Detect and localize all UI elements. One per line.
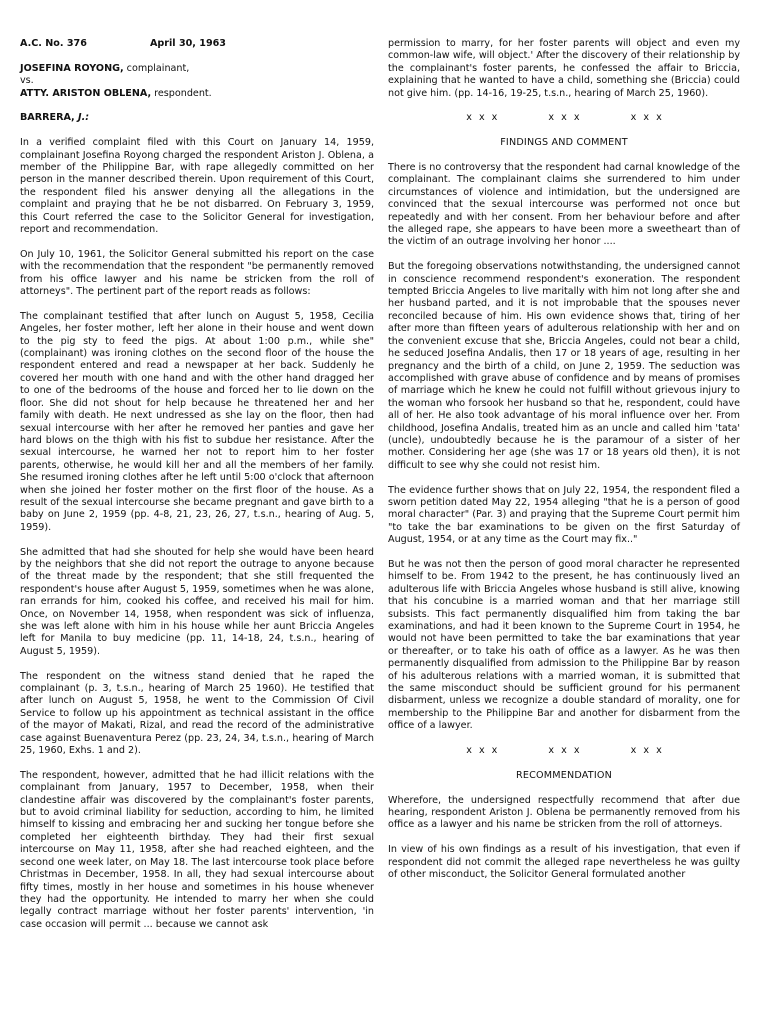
paragraph: In a verified complaint filed with this Court on January 14, 1959, complainant Josefina Royong charged the respondent Ariston J. Oblena, a member of the Philippine Bar, with rape allegedly committed on her person in the manner described therein. Upon requirement of this Court, the respondent filed his answer denying all the allegations in the complaint and praying that he be not disbarred. On February 3, 1959, this Court referred the case to the Solicitor General for investigation, report and recommendation. xyxy=(20,137,374,236)
paragraph: But the foregoing observations notwithstanding, the undersigned cannot in conscience recommend respondent's exoneration. The respondent tempted Briccia Angeles to live maritally with him not long after she and her husband parted, and it is not improbable that the spouses never reconciled because of him. His own evidence shows that, tiring of her after more than fifteen years of adulterous relationship with her and on the convenient excuse that she, Briccia Angeles, could not bear a child, he seduced Josefina Andalis, then 17 or 18 years of age, resulting in her pregnancy and the birth of a child, on June 2, 1959. The seduction was accomplished with grave abuse of confidence and by means of promises of marriage which he knew he could not fulfill without grievous injury to the woman who forsook her husband so that he, respondent, could have all of her. He also took advantage of his moral influence over her. From childhood, Josefina Andalis, treated him as an uncle and called him 'tata' (uncle), undoubtedly because he is the paramour of a sister of her mother. Considering her age (she was 17 or 18 years old then), it is not difficult to see why she could not resist him. xyxy=(388,261,740,471)
case-parties xyxy=(20,63,374,100)
ponente-suffix: J.: xyxy=(78,112,90,124)
complainant-line xyxy=(20,63,374,75)
case-number: A.C. No. 376 xyxy=(20,38,87,49)
left-column xyxy=(20,38,374,944)
case-heading xyxy=(20,38,374,50)
paragraph: Wherefore, the undersigned respectfully recommend that after due hearing, respondent Ariston J. Oblena be permanently removed from his office as a lawyer and his name be stricken from the roll of attorneys. xyxy=(388,794,740,831)
paragraph: In view of his own findings as a result of his investigation, that even if respondent did not commit the alleged rape nevertheless he was guilty of other misconduct, the Solicitor General formulated another xyxy=(388,844,740,881)
separator-mark: x x x xyxy=(466,112,498,124)
separator-mark: x x x xyxy=(548,112,580,124)
separator-mark: x x x xyxy=(466,745,498,757)
continued-paragraph: permission to marry, for her foster parents will object and even my common-law wife, will object.' After the discovery of their relationship by the complainant's foster parents, he confessed the affair to Briccia, explaining that he wanted to have a child, something she (Briccia) could not give him. (pp. 14-16, 19-25, t.s.n., hearing of March 25, 1960). xyxy=(388,38,740,99)
findings-heading: FINDINGS AND COMMENT xyxy=(500,137,628,149)
paragraph: On July 10, 1961, the Solicitor General submitted his report on the case with the recommendation that the respondent "be permanently removed from his office lawyer and his name be stricken from the roll of attorneys". The pertinent part of the report reads as follows: xyxy=(20,248,374,298)
respondent-line xyxy=(20,88,374,100)
respondent-name: ATTY. ARISTON OBLENA, xyxy=(20,87,152,99)
recommendation-heading: RECOMMENDATION xyxy=(515,769,613,781)
paragraph: There is no controversy that the respondent had carnal knowledge of the complainant. The complainant claims she surrendered to him under circumstances of violence and intimidation, but the undersigned are convinced that the sexual intercourse was performed not once but repeatedly and with her consent. From her behaviour before and after the alleged rape, she appears to have been more a sweetheart than of the victim of an outrage involving her honor .... xyxy=(388,162,740,248)
paragraph: The respondent, however, admitted that he had illicit relations with the complainant from January, 1957 to December, 1958, when their clandestine affair was discovered by the complainant's foster parents, but to avoid criminal liability for seduction, according to him, he limited himself to kissing and embracing her and sucking her tongue before she completed her eighteenth birthday. They had their first sexual intercourse on May 11, 1958, after she had reached eighteen, and the second one week later, on May 18. The last intercourse took place before Christmas in December, 1958. In all, they had sexual intercourse about fifty times, mostly in her house and sometimes in his house whenever they had the opportunity. He intended to marry her when she could legally contract marriage without her foster parents' intervention, 'in case occasion will permit ... because we cannot ask xyxy=(20,769,374,930)
paragraph: The respondent on the witness stand denied that he raped the complainant (p. 3, t.s.n., hearing of March 25 1960). He testified that after lunch on August 5, 1958, he went to the Commission Of Civil Service to follow up his appointment as technical assistant in the office of the mayor of Makati, Rizal, and read the record of the administrative case against Buenaventura Perez (pp. 23, 24, 34, t.s.n., hearing of March 25, 1960, Exhs. 1 and 2). xyxy=(20,670,374,757)
ponente xyxy=(20,112,374,124)
paragraph: But he was not then the person of good moral character he represented himself to be. From 1942 to the present, he has continuously lived an adulterous life with Briccia Angeles whose husband is still alive, knowing that his concubine is a married woman and that her marriage still subsists. This fact permanently disqualified him from taking the bar examinations, and had it been known to the Supreme Court in 1954, he would not have been permitted to take the bar examinations that year or thereafter, or to take his oath of office as a lawyer. As he was then permanently disqualified from admission to the Philippine Bar by reason of his adulterous relations with a married woman, it is submitted that the same misconduct should be sufficient ground for his permanent disbarment, unless we recognize a double standard of morality, one for membership to the Philippine Bar and another for disbarment from the office of a lawyer. xyxy=(388,558,740,732)
separator-mark: x x x xyxy=(548,745,580,757)
versus-line: vs. xyxy=(20,75,34,87)
complainant-role: complainant, xyxy=(123,62,190,74)
paragraph: She admitted that had she shouted for help she would have been heard by the neighbors that she did not report the outrage to anyone because of the threat made by the respondent; that she still frequented the respondent's house after August 5, 1959, sometimes when he was alone, ran errands for him, cooked his coffee, and received his mail for him. Once, on November 14, 1958, when respondent was sick of influenza, she was left alone with him in his house while her aunt Briccia Angeles left for Manila to buy medicine (pp. 11, 14-18, 24, t.s.n., hearing of August 5, 1959). xyxy=(20,546,374,657)
ponente-name: BARRERA, xyxy=(20,112,75,124)
respondent-role: respondent. xyxy=(151,87,212,99)
separator-mark: x x x xyxy=(630,745,662,757)
paragraph: The complainant testified that after lunch on August 5, 1958, Cecilia Angeles, her foster mother, left her alone in their house and went down to the pig sty to feed the pigs. At about 1:00 p.m., while she" (complainant) was ironing clothes on the second floor of the house the respondent entered and read a newspaper at her back. Suddenly he covered her mouth with one hand and with the other hand dragged her to one of the bedrooms of the house and forced her to lie down on the floor. She did not shout for help because he threatened her and her family with death. He next undressed as she lay on the floor, then had sexual intercourse with her after he removed her panties and gave her hard blows on the thigh with his fist to subdue her resistance. After the sexual intercourse, he warned her not to report him to her foster parents, otherwise, he would kill her and all the members of her family. She resumed ironing clothes after he left until 5:00 o'clock that afternoon when she joined her foster mother on the first floor of the house. As a result of the sexual intercourse she became pregnant and gave birth to a baby on June 2, 1959 (pp. 4-8, 21, 23, 26, 27, t.s.n., hearing of Aug. 5, 1959). xyxy=(20,310,374,533)
separator-mark: x x x xyxy=(630,112,662,124)
case-date: April 30, 1963 xyxy=(150,38,226,49)
right-column xyxy=(388,38,740,894)
section-separator xyxy=(388,745,740,757)
complainant-name: JOSEFINA ROYONG, xyxy=(20,62,124,74)
paragraph: The evidence further shows that on July 22, 1954, the respondent filed a sworn petition dated May 22, 1954 alleging "that he is a person of good moral character" (Par. 3) and praying that the Supreme Court permit him "to take the bar examinations to be given on the first Saturday of August, 1954, or at any time as the Court may fix.." xyxy=(388,484,740,546)
section-separator xyxy=(388,112,740,124)
